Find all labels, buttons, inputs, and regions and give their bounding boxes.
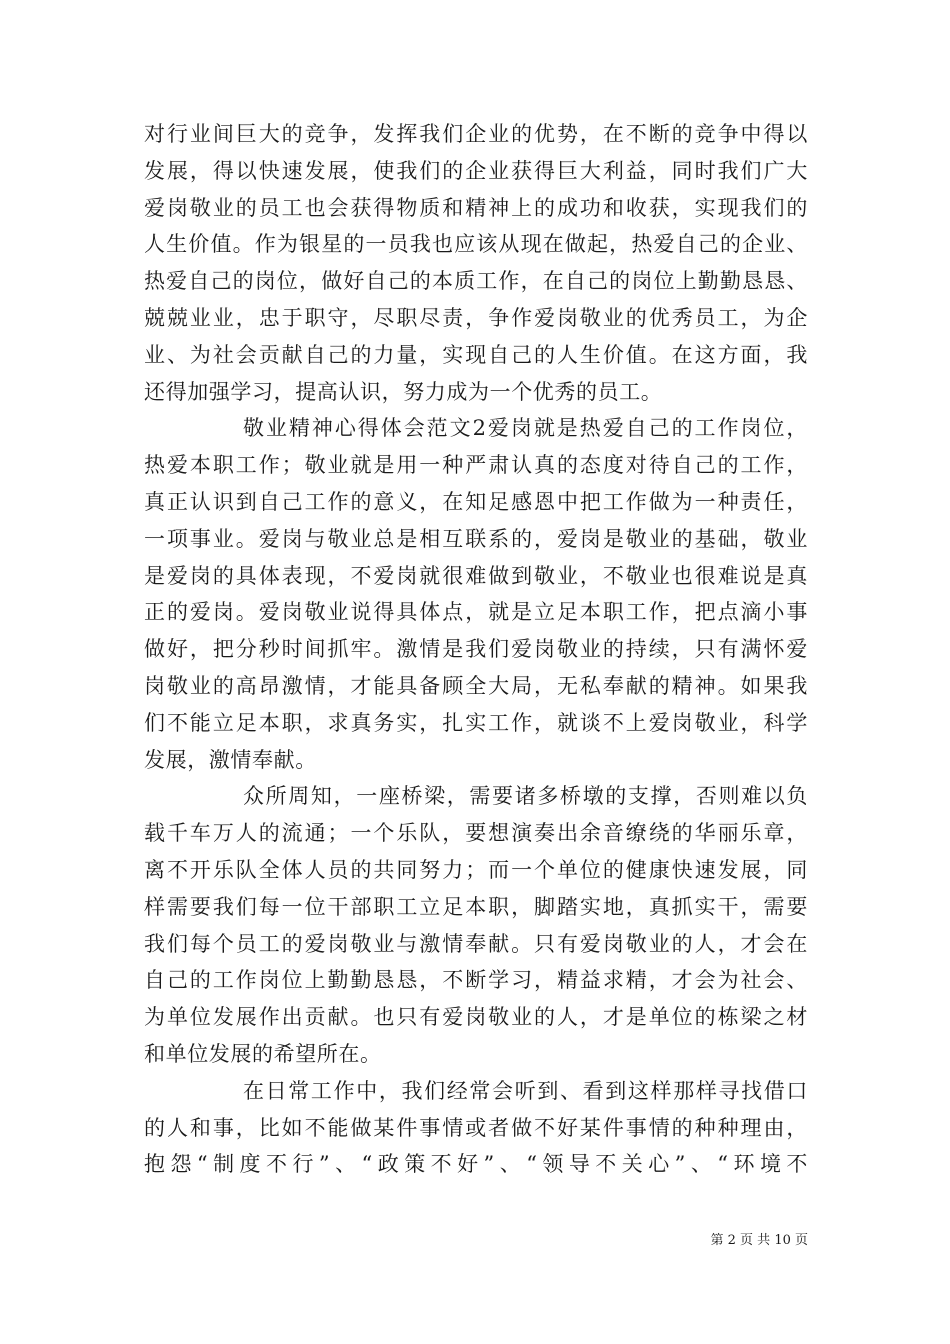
text-line: 正的爱岗。爱岗敬业说得具体点，就是立足本职工作，把点滴小事 xyxy=(144,600,808,625)
text-line: 业、为社会贡献自己的力量，实现自己的人生价值。在这方面，我 xyxy=(144,342,808,367)
text-line: 敬业精神心得体会范文2爱岗就是热爱自己的工作岗位， xyxy=(243,416,808,441)
text-line: 离不开乐队全体人员的共同努力；而一个单位的健康快速发展，同 xyxy=(144,857,808,882)
document-body xyxy=(144,116,808,1183)
text-line: 兢兢业业，忠于职守，尽职尽责，争作爱岗敬业的优秀员工，为企 xyxy=(144,305,808,330)
text-line: 在日常工作中，我们经常会听到、看到这样那样寻找借口 xyxy=(243,1078,808,1103)
text-line: 是爱岗的具体表现，不爱岗就很难做到敬业，不敬业也很难说是真 xyxy=(144,563,808,588)
text-line: 真正认识到自己工作的意义，在知足感恩中把工作做为一种责任， xyxy=(144,489,808,514)
page-number-footer: 第 2 页 共 10 页 xyxy=(710,1233,808,1248)
text-line: 众所周知，一座桥梁，需要诸多桥墩的支撑，否则难以负 xyxy=(243,784,808,809)
text-line: 还得加强学习，提高认识，努力成为一个优秀的员工。 xyxy=(144,379,663,404)
text-line: 们不能立足本职，求真务实，扎实工作，就谈不上爱岗敬业，科学 xyxy=(144,710,808,735)
text-line: 样需要我们每一位干部职工立足本职，脚踏实地，真抓实干，需要 xyxy=(144,894,808,919)
text-line: 做好，把分秒时间抓牢。激情是我们爱岗敬业的持续，只有满怀爱 xyxy=(144,637,808,662)
text-line: 自己的工作岗位上勤勤恳恳，不断学习，精益求精，才会为社会、 xyxy=(144,968,808,993)
text-line: 热爱自己的岗位，做好自己的本质工作，在自己的岗位上勤勤恳恳、 xyxy=(144,269,808,294)
text-line: 爱岗敬业的员工也会获得物质和精神上的成功和收获，实现我们的 xyxy=(144,195,808,220)
text-line: 和单位发展的希望所在。 xyxy=(144,1041,382,1066)
text-line: 我们每个员工的爱岗敬业与激情奉献。只有爱岗敬业的人，才会在 xyxy=(144,931,808,956)
text-line: 载千车万人的流通；一个乐队，要想演奏出余音缭绕的华丽乐章， xyxy=(144,821,808,846)
text-line: 发展，激情奉献。 xyxy=(144,747,317,772)
text-line: 人生价值。作为银星的一员我也应该从现在做起，热爱自己的企业、 xyxy=(144,232,808,257)
text-line: 抱怨“制度不行”、“政策不好”、“领导不关心”、“环境不 xyxy=(144,1152,808,1177)
text-line: 对行业间巨大的竞争，发挥我们企业的优势，在不断的竞争中得以 xyxy=(144,122,808,146)
text-line: 岗敬业的高昂激情，才能具备顾全大局，无私奉献的精神。如果我 xyxy=(144,673,808,698)
text-line: 一项事业。爱岗与敬业总是相互联系的，爱岗是敬业的基础，敬业 xyxy=(144,526,808,551)
text-line: 的人和事，比如不能做某件事情或者做不好某件事情的种种理由， xyxy=(144,1115,808,1140)
text-line: 热爱本职工作；敬业就是用一种严肃认真的态度对待自己的工作， xyxy=(144,453,808,478)
text-line: 发展，得以快速发展，使我们的企业获得巨大利益，同时我们广大 xyxy=(144,158,808,183)
text-line: 为单位发展作出贡献。也只有爱岗敬业的人，才是单位的栋梁之材 xyxy=(144,1005,808,1030)
